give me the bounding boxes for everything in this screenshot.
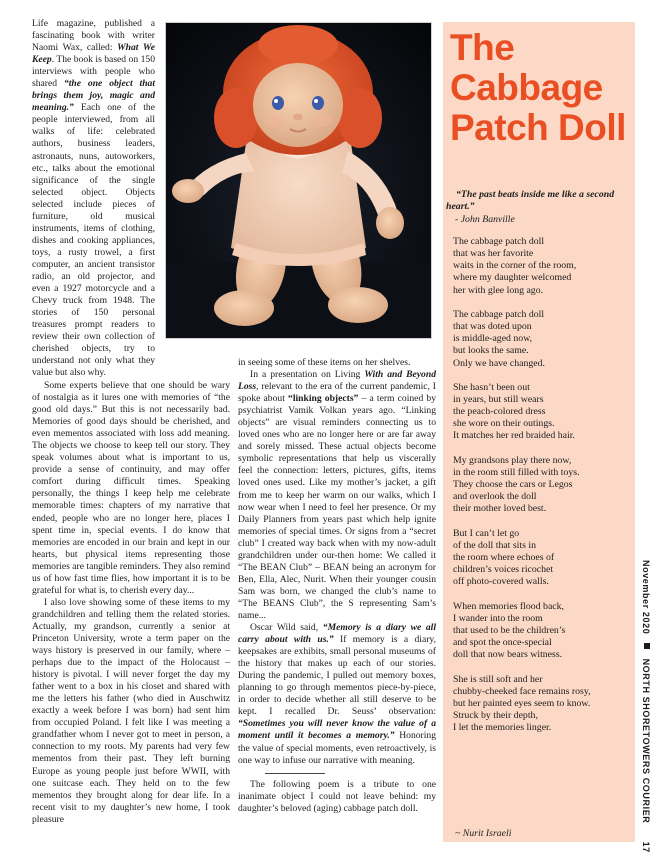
epigraph xyxy=(446,189,633,226)
article-paragraph: Some experts believe that one should be wary of nostalgia as it lures one with memories of “the good old days.” But this is not necessarily bad. Memories of good days should be cherished, and even mementos associated with loss add meaning. The objects we choose to keep tell our story. They speak volumes about what is important to us, provide a sense of continuity, and may offer comfort during difficult times. Speaking personally, the things I keep help me celebrate memorable times: chapters of my narrative that ended, people who are no longer here, places I spent time in, special events. I do know that memories are encoded in our brain and kept in our hearts, but physical items representing those memories are tangible reminders. They also remind us of how fast time flies, how important it is to be grateful for what is, to cherish every day... xyxy=(32,380,230,596)
article-paragraph: The following poem is a tribute to one inanimate object I could not leave behind: my daughter’s beloved (aging) cabbage patch doll. xyxy=(238,778,436,814)
issue-date: November 2020 xyxy=(641,560,651,635)
section-divider xyxy=(265,773,325,774)
epigraph-quote: “The past beats inside me like a second heart.” xyxy=(446,189,615,212)
article-paragraph: Oscar Wild said, “Memory is a diary we all carry about with us.” If memory is a diary, keepsakes are exhibits, small personal museums of the history that makes up each of our stories. During the pandemic, I pulled out memory boxes, planning to go through mementos piece-by-piece, in order to decide whether all still deserve to be kept. I recalled Dr. Seuss’ observation: “Sometimes you will never know the value of a moment until it becomes a memory.” Honoring the value of special moments, even retroactively, is one way to infuse our narrative with meaning. xyxy=(238,622,437,766)
running-footer xyxy=(641,560,651,853)
article-intro-paragraph: Life magazine, published a fascinating book with writer Naomi Wax, called: What We Keep. The book is based on 150 interviews with people who shared “the one object that brings them joy, magic and meaning.” Each one of the people interviewed, from all walks of life: celebrated authors, business leaders, astronauts, nuns, autoworkers, etc., talks about the emotional significance of the single selected object. Objects selected include pieces of furniture, old musical instruments, items of clothing, dishes and cooking appliances, toys, a rusty trowel, a first computer, an ancient transistor radio, an old projector, and even a 1927 motorcycle and a Chevy truck from 1948. The stories of 150 personal treasures prompt readers to review their own collection of cherished objects, try to understand not only what they value but also why. xyxy=(32,18,156,379)
poem-sidebar xyxy=(443,22,635,842)
epigraph-author: - John Banville xyxy=(455,214,515,225)
square-bullet-icon xyxy=(644,643,650,649)
article-paragraph: I also love showing some of these items to my grandchildren and telling them the related stories. Actually, my grandson, currently a senior at Princeton University, wrote a term paper on the ways history is preserved in our family, where – perhaps due to the impact of the Holocaust – history is pivotal. I will never forget the day my father went to a box in his closet and shared with me the letters his father (who died in Auschwitz exactly a week before I was born) had sent him from occupied Poland. I felt like I was meeting a grandfather whom I never got to meet in person, a connection to my roots. My parents had very few mementos from their past. They left burning Europe as young people just before WWII, with one suitcase each. They held on to the few mementos they brought along for dear life. In a recent visit to my daughter’s new home, I took pleasure xyxy=(32,596,230,825)
cabbage-patch-doll-image xyxy=(166,23,431,338)
article-column-left-bottom xyxy=(32,380,230,826)
poem-stanza: My grandsons play there now, in the room still filled with toys. They choose the cars or Legos and overlook the doll their mother loved best. xyxy=(453,454,580,515)
article-paragraph: in seeing some of these items on her shelves. xyxy=(238,357,411,368)
poem-title-line: The xyxy=(450,27,515,68)
poem-stanza: The cabbage patch doll that was her favorite waits in the corner of the room, where my daughter welcomed her with glee long ago. xyxy=(453,236,577,296)
doll-photo xyxy=(165,22,432,339)
poem-body xyxy=(453,236,631,746)
poem-stanza: But I can’t let go of the doll that sits in the room where echoes of children’s voices ricochet off photo-covered walls. xyxy=(453,527,555,588)
poem-stanza: She is still soft and her chubby-cheeked face remains rosy, but her painted eyes seem to know. Struck by their depth, I let the memories linger. xyxy=(453,673,591,734)
poem-title xyxy=(450,28,626,148)
poem-author: ~ Nurit Israeli xyxy=(455,828,512,839)
poem-title-line: Cabbage xyxy=(450,67,603,108)
poem-stanza: When memories flood back, I wander into the room that used to be the children’s and spot the once-special doll that now bears witness. xyxy=(453,600,566,661)
article-paragraph: In a presentation on Living With and Beyond Loss, relevant to the era of the current pandemic, I spoke about “linking objects” – a term coined by psychiatrist Vamik Volkan years ago. “Linking objects” are visual reminders connecting us to loved ones who are no longer here or are far away and sorely missed. These actual objects become symbolic representations that help us viscerally feel the connection: letters, pictures, gifts, items loved ones used. Like my mother’s jacket, a gift from me to keep her warm on our walks, which I now wear when I need to feel her presence. Or my Daily Planners from years past which help ignite memories of special times. Or signs from a “secret club” I created way back when with my now-adult grandchildren under our-then home: We called it “The BEAN Club” – BEAN being an acronym for Ben, Ella, Alec, Nurit. When their younger cousin Sam was born, we changed the club’s name to “The BEANS Club”, the S representing Sam’s name... xyxy=(238,369,436,621)
poem-stanza: She hasn’t been out in years, but still wears the peach-colored dress she wore on their outings. It matches her red braided hair. xyxy=(453,381,575,442)
page-number: 17 xyxy=(641,841,651,853)
poem-title-line: Patch Doll xyxy=(450,107,626,148)
poem-stanza: The cabbage patch doll that was doted upon is middle-aged now, but looks the same. Only we have changed. xyxy=(453,308,545,369)
article-column-middle xyxy=(238,357,436,815)
article-column-left-top xyxy=(32,18,155,379)
publication-name: NORTH SHORETOWERS COURIER xyxy=(641,658,651,824)
